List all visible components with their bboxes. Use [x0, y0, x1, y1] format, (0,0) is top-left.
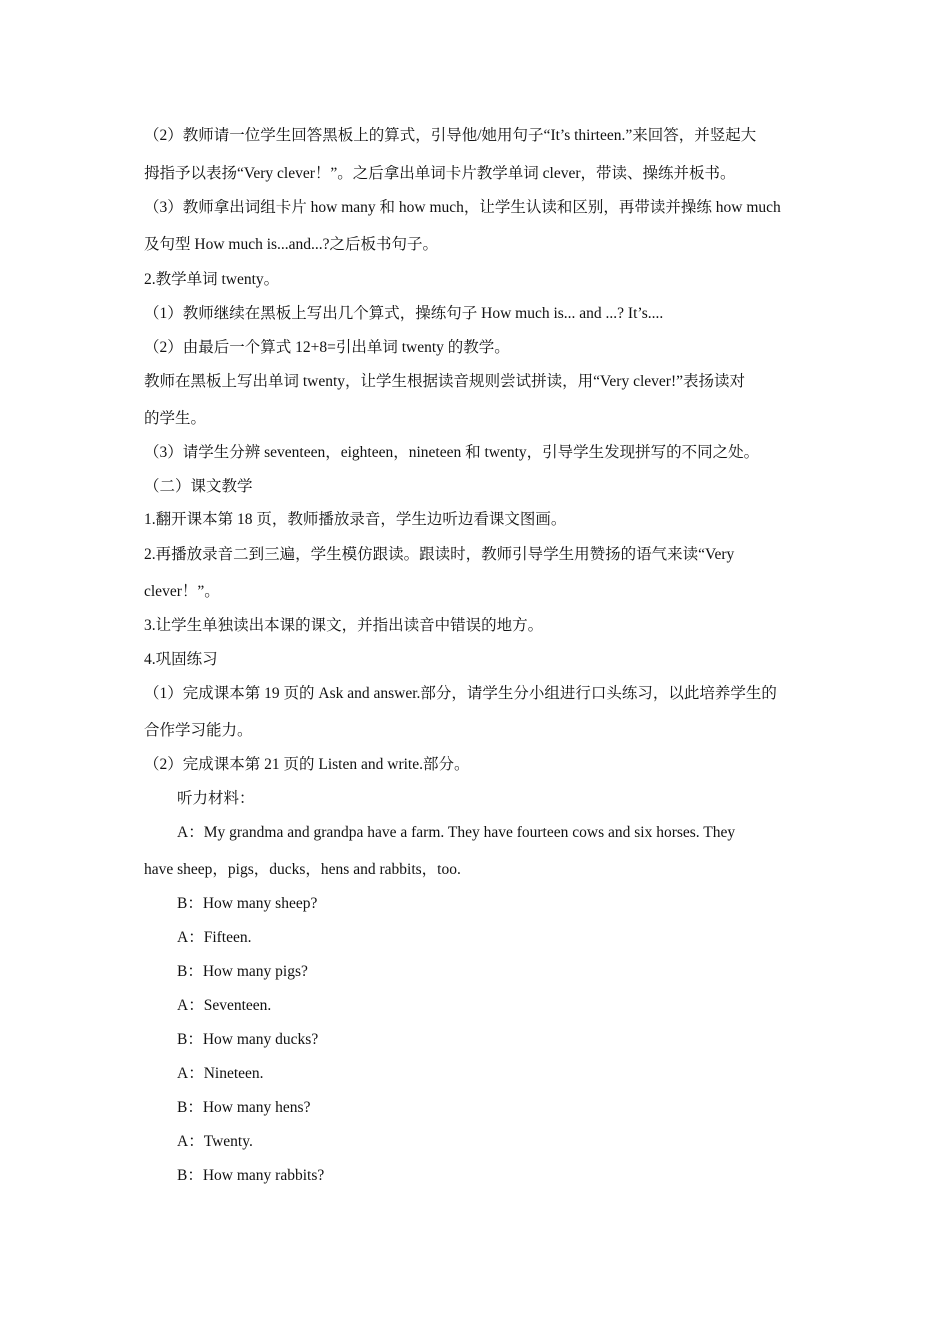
- dialogue-line: B：How many pigs?: [177, 963, 308, 980]
- text-line: （1）教师继续在黑板上写出几个算式，操练句子 How much is... and ...? It’s....: [144, 305, 664, 322]
- text-line: （3）教师拿出词组卡片 how many 和 how much，让学生认读和区别，再带读并操练 how much: [144, 199, 781, 216]
- text-line: 及句型 How much is...and...?之后板书句子。: [144, 236, 439, 253]
- dialogue-line: A：My grandma and grandpa have a farm. They have fourteen cows and six horses. They: [177, 824, 736, 841]
- text-line: 1.翻开课本第 18 页，教师播放录音，学生边听边看课文图画。: [144, 511, 567, 528]
- dialogue-line: B：How many ducks?: [177, 1031, 319, 1048]
- text-line: （3）请学生分辨 seventeen，eighteen，nineteen 和 twenty，引导学生发现拼写的不同之处。: [144, 444, 760, 461]
- text-line: （2）由最后一个算式 12+8=引出单词 twenty 的教学。: [144, 339, 510, 356]
- dialogue-line: A：Nineteen.: [177, 1065, 264, 1082]
- text-line: 4.巩固练习: [144, 651, 218, 668]
- text-line: clever！”。: [144, 583, 220, 600]
- text-line: 合作学习能力。: [144, 722, 253, 739]
- dialogue-line: B：How many sheep?: [177, 895, 318, 912]
- text-line: （2）完成课本第 21 页的 Listen and write.部分。: [144, 756, 470, 773]
- text-line: 3.让学生单独读出本课的课文，并指出读音中错误的地方。: [144, 617, 544, 634]
- text-line: 拇指予以表扬“Very clever！”。之后拿出单词卡片教学单词 clever，带读、操练并板书。: [144, 165, 736, 182]
- section-heading: （二）课文教学: [144, 478, 253, 495]
- listening-material-label: 听力材料：: [177, 790, 255, 807]
- dialogue-line: A：Twenty.: [177, 1133, 253, 1150]
- text-line: 2.教学单词 twenty。: [144, 271, 280, 288]
- dialogue-line: have sheep，pigs，ducks，hens and rabbits，too.: [144, 861, 461, 878]
- text-line: （1）完成课本第 19 页的 Ask and answer.部分，请学生分小组进行口头练习，以此培养学生的: [144, 685, 777, 702]
- dialogue-line: B：How many rabbits?: [177, 1167, 325, 1184]
- dialogue-line: B：How many hens?: [177, 1099, 311, 1116]
- text-line: 2.再播放录音二到三遍，学生模仿跟读。跟读时，教师引导学生用赞扬的语气来读“Very: [144, 546, 735, 563]
- text-line: （2）教师请一位学生回答黑板上的算式，引导他/她用句子“It’s thirteen.”来回答，并竖起大: [144, 127, 757, 144]
- text-line: 的学生。: [144, 410, 207, 427]
- dialogue-line: A：Fifteen.: [177, 929, 252, 946]
- text-line: 教师在黑板上写出单词 twenty，让学生根据读音规则尝试拼读，用“Very clever!”表扬读对: [144, 373, 745, 390]
- dialogue-line: A：Seventeen.: [177, 997, 272, 1014]
